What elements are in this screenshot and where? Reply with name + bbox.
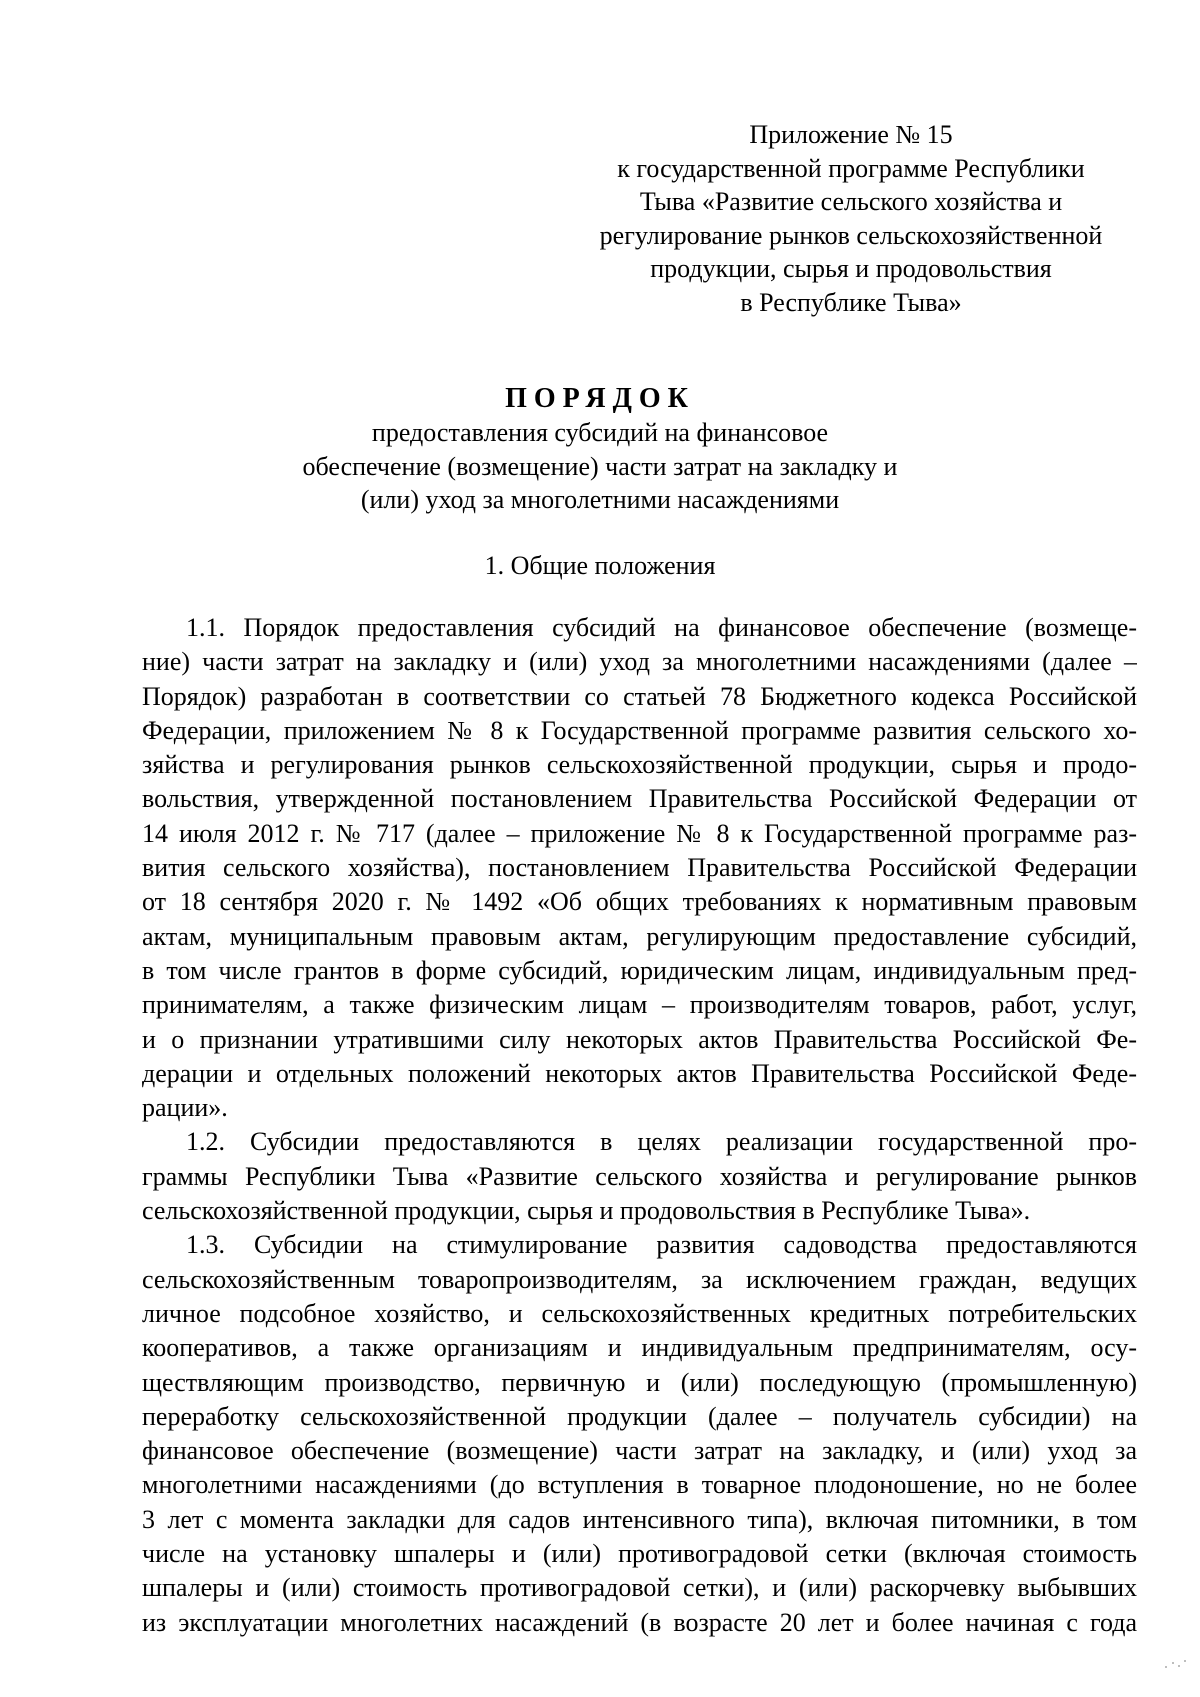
document-subtitle-line: обеспечение (возмещение) части затрат на закладку и bbox=[302, 451, 898, 481]
paragraph-line: в том числе грантов в форме субсидий, юридическим лицам, индивидуальным пред- bbox=[142, 955, 1137, 985]
paragraph-line: дерации и отдельных положений некоторых актов Правительства Российской Феде- bbox=[142, 1058, 1137, 1088]
body-text bbox=[142, 611, 1137, 1640]
paragraph-line: 3 лет с момента закладки для садов интенсивного типа), включая питомники, в том bbox=[142, 1504, 1137, 1534]
paragraph-line: ние) части затрат на закладку и (или) уход за многолетними насаждениями (далее – bbox=[142, 647, 1137, 677]
paragraph-line: вольствия, утвержденной постановлением Правительства Российской Федерации от bbox=[142, 784, 1137, 814]
document-title: ПОРЯДОК bbox=[505, 383, 695, 414]
section-heading: 1. Общие положения bbox=[484, 551, 716, 580]
paragraph-line: 1.1. Порядок предоставления субсидий на финансовое обеспечение (возмеще- bbox=[186, 613, 1137, 642]
paragraph-line: финансовое обеспечение (возмещение) части затрат на закладку, и (или) уход за bbox=[142, 1436, 1137, 1466]
paragraph-line: от 18 сентября 2020 г. № 1492 «Об общих требованиях к нормативным правовым bbox=[142, 887, 1137, 917]
document-subtitle-line: предоставления субсидий на финансовое bbox=[371, 418, 829, 447]
paragraph-line: принимателям, а также физическим лицам – производителям товаров, работ, услуг, bbox=[142, 990, 1137, 1020]
paragraph-line: Порядок) разработан в соответствии со статьей 78 Бюджетного кодекса Российской bbox=[142, 681, 1137, 711]
paragraph-line: сельскохозяйственной продукции, сырья и продовольствия в Республике Тыва». bbox=[142, 1196, 1031, 1226]
document-subtitle-line: (или) уход за многолетними насаждениями bbox=[360, 485, 840, 514]
paragraph-line: граммы Республики Тыва «Развитие сельского хозяйства и регулирование рынков bbox=[142, 1161, 1137, 1191]
annex-line: Тыва «Развитие сельского хозяйства и bbox=[639, 187, 1063, 216]
paragraph-line: актам, муниципальным правовым актам, регулирующим предоставление субсидий, bbox=[142, 921, 1137, 951]
paragraph-line: шпалеры и (или) стоимость противоградовой сетки), и (или) раскорчевку выбывших bbox=[142, 1573, 1137, 1603]
paragraph-line: сельскохозяйственным товаропроизводителям, за исключением граждан, ведущих bbox=[142, 1264, 1137, 1294]
title-block bbox=[250, 382, 950, 517]
paragraph-line: числе на установку шпалеры и (или) противоградовой сетки (включая стоимость bbox=[142, 1539, 1137, 1569]
paragraph-line: вития сельского хозяйства), постановлением Правительства Российской Федерации bbox=[142, 853, 1137, 883]
annex-reference bbox=[556, 118, 1146, 319]
paragraph-line: переработку сельскохозяйственной продукции (далее – получатель субсидии) на bbox=[142, 1401, 1137, 1431]
paragraph-line: личное подсобное хозяйство, и сельскохозяйственных кредитных потребительских bbox=[142, 1298, 1137, 1328]
paragraph-line: зяйства и регулирования рынков сельскохозяйственной продукции, сырья и продо- bbox=[142, 750, 1137, 780]
paragraph-line: многолетними насаждениями (до вступления в товарное плодоношение, но не более bbox=[142, 1470, 1137, 1500]
paragraph-line: 14 июля 2012 г. № 717 (далее – приложение № 8 к Государственной программе раз- bbox=[142, 818, 1137, 848]
paragraph-line: 1.2. Субсидии предоставляются в целях реализации государственной про- bbox=[186, 1127, 1137, 1157]
annex-line: в Республике Тыва» bbox=[740, 287, 962, 317]
paragraph-line: рации». bbox=[142, 1093, 228, 1123]
paragraph-line: ществляющим производство, первичную и (или) последующую (промышленную) bbox=[142, 1367, 1137, 1397]
paragraph-line: и о признании утратившими силу некоторых актов Правительства Российской Фе- bbox=[142, 1024, 1137, 1054]
paragraph-line: Федерации, приложением № 8 к Государственной программе развития сельского хо- bbox=[142, 715, 1137, 745]
scan-artifact bbox=[1162, 1657, 1190, 1671]
annex-line: регулирование рынков сельскохозяйственной bbox=[599, 220, 1103, 250]
paragraph-line: 1.3. Субсидии на стимулирование развития садоводства предоставляются bbox=[186, 1230, 1137, 1260]
paragraph-line: кооперативов, а также организациям и индивидуальным предпринимателям, осу- bbox=[142, 1333, 1137, 1363]
annex-line: Приложение № 15 bbox=[749, 120, 953, 149]
annex-line: продукции, сырья и продовольствия bbox=[650, 254, 1052, 283]
annex-line: к государственной программе Республики bbox=[617, 153, 1085, 183]
paragraph-line: из эксплуатации многолетних насаждений (в возрасте 20 лет и более начиная с года bbox=[142, 1607, 1137, 1637]
